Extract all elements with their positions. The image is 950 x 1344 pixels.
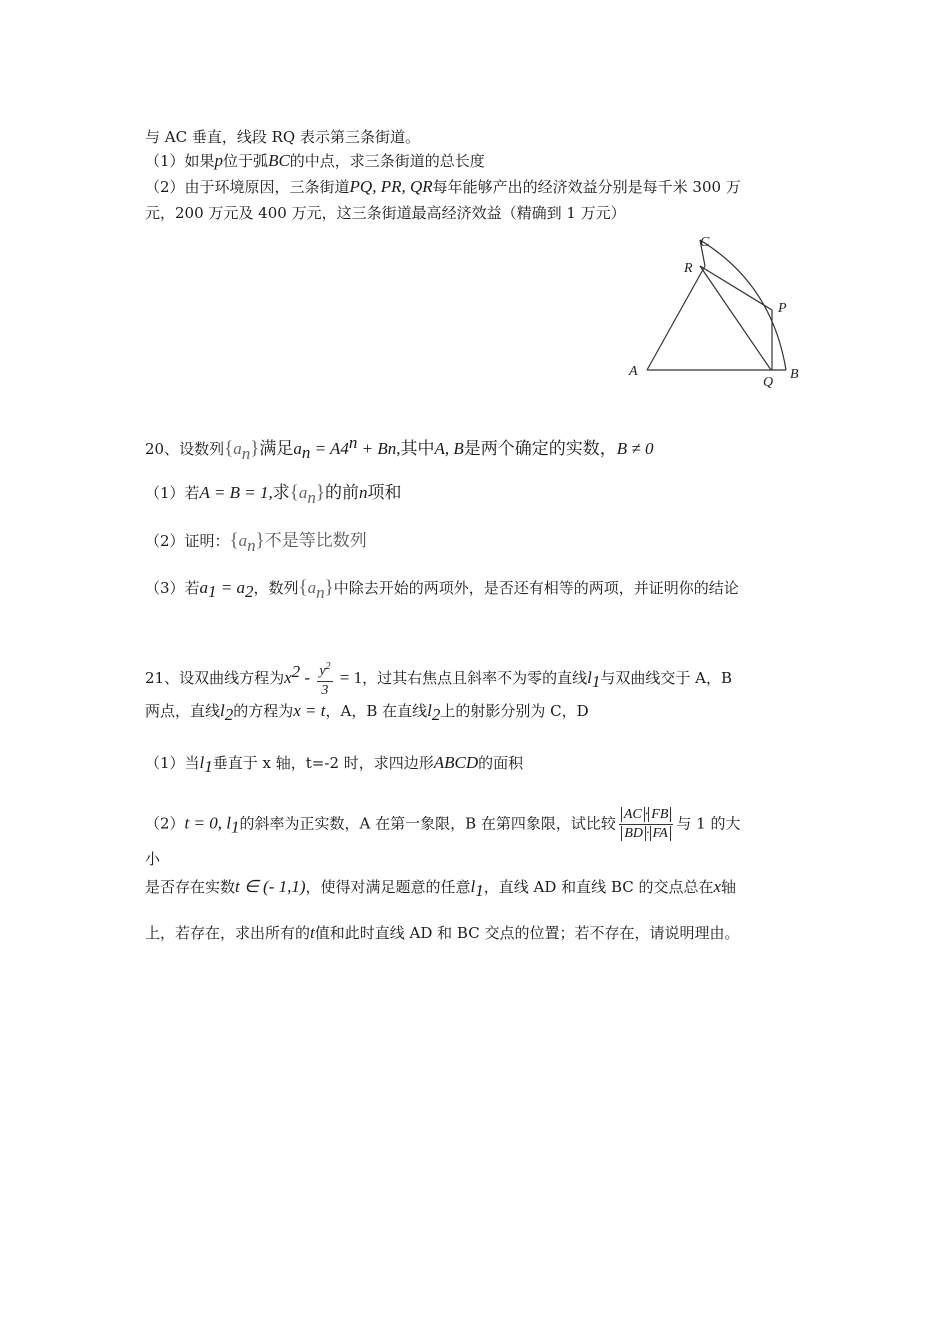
seq-n-3: n xyxy=(247,535,256,555)
l2: l xyxy=(220,701,225,720)
l1-sub: 1 xyxy=(591,671,601,691)
x-sup: 2 xyxy=(291,661,301,681)
q20-part3-text-c: 中除去开始的两项外，是否还有相等的两项，并证明你的结论 xyxy=(333,579,739,597)
q20-part3 xyxy=(145,577,739,604)
l1-b-sub: 1 xyxy=(204,757,213,776)
q20-part1-text-d: 项和 xyxy=(367,483,402,503)
q19-part2-label: （2）由于环境原因，三条街道 xyxy=(145,178,350,196)
x-axis: x xyxy=(713,877,722,896)
formula-lhs-sub: n xyxy=(301,443,311,462)
y-sup: 2 xyxy=(325,661,331,672)
q21-part1-text-c: 的面积 xyxy=(478,754,524,772)
point-p: p xyxy=(214,151,224,170)
l1-d: l xyxy=(470,877,476,896)
seq-a: a xyxy=(233,439,242,458)
q21-line2-text-c: ，A，B 在直线 xyxy=(325,702,428,720)
q19-part2-text-line2: 元，200 万元及 400 万元，这三条街道最高经济效益（精确到 1 万元） xyxy=(145,204,626,222)
abs-fb: FB xyxy=(648,807,671,822)
seq-n-4: n xyxy=(316,582,325,602)
l2-b: l xyxy=(427,701,432,720)
label-b: B xyxy=(790,367,799,382)
seq-a-2: a xyxy=(298,483,308,502)
label-q: Q xyxy=(763,375,774,390)
q21-part3-text-d: 轴 xyxy=(721,878,737,896)
eq-one: = 1 xyxy=(335,667,363,687)
q21-part3-line2 xyxy=(145,922,739,944)
y-var: y xyxy=(319,663,326,679)
segment-ar xyxy=(647,266,705,370)
seq-an-3: $\{a_n\}$ xyxy=(229,530,265,555)
q19-line1-text: 与 AC 垂直，线段 RQ 表示第三条街道。 xyxy=(145,128,420,146)
abs-bd: BD xyxy=(621,826,646,841)
minus: - xyxy=(300,667,315,687)
q20-part1 xyxy=(145,482,401,509)
label-p: P xyxy=(778,301,787,316)
q21-line2-text-b: 的方程为 xyxy=(233,702,294,720)
seq-a-4: a xyxy=(307,578,317,597)
q21-part3-line2-text-a: 上，若存在，求出所有的 xyxy=(145,924,311,942)
q19-part2 xyxy=(145,176,741,198)
street-qr xyxy=(700,266,771,370)
y2-over-3 xyxy=(317,658,332,700)
seq-n-2: n xyxy=(307,487,316,507)
q19-part1-text-b: 位于弧 xyxy=(223,152,269,170)
t-var: t xyxy=(310,923,315,942)
q20-part1-text-c: 的前 xyxy=(324,483,359,503)
q19-line1 xyxy=(145,126,420,148)
q20-part2 xyxy=(145,530,367,557)
q21-part2-text-c: 与 1 的大 xyxy=(676,814,741,833)
q21-part1-label: （1）当 xyxy=(145,754,200,772)
q19-part2-line2 xyxy=(145,202,626,224)
seq-an: $\{a_n\}$ xyxy=(224,438,260,463)
b-not-zero: B ≠ 0 xyxy=(616,439,654,458)
q21-label: 21、设双曲线方程为 xyxy=(145,668,285,687)
street-pr xyxy=(700,266,772,310)
q21-line2 xyxy=(145,700,589,726)
q21-part3-text-c: ，直线 AD 和直线 BC 的交点总在 xyxy=(483,878,714,896)
abs-ac: AC xyxy=(621,807,645,822)
seq-an-4: $\{a_n\}$ xyxy=(298,577,334,602)
q21-part3-text-a: 是否存在实数 xyxy=(145,878,236,896)
seq-n: n xyxy=(241,443,251,463)
cond-a2-sub: 2 xyxy=(245,582,254,601)
q20-part3-text-b: ，数列 xyxy=(253,579,299,597)
q20-label: 20、设数列 xyxy=(145,440,225,458)
q19-part1-label: （1）如果 xyxy=(145,152,215,170)
cond-a1-sub: 1 xyxy=(208,582,217,601)
l1-c-sub: 1 xyxy=(230,817,240,837)
cond-eq: = a xyxy=(216,578,246,597)
q21-part3 xyxy=(145,876,736,902)
t-range: t ∈ (- 1,1) xyxy=(235,877,306,896)
abs-fa: FA xyxy=(650,826,671,841)
q21-intro xyxy=(145,658,732,700)
q21-text-c: 与双曲线交于 A，B xyxy=(600,668,732,687)
q20-part1-text-b: 求 xyxy=(272,483,290,503)
label-a: A xyxy=(629,364,638,379)
q20-part1-label: （1）若 xyxy=(145,484,200,502)
q21-line2-text-a: 两点，直线 xyxy=(145,702,221,720)
label-r: R xyxy=(684,261,693,276)
q20-intro xyxy=(145,432,654,465)
q20-part1-cond: A = B = 1, xyxy=(199,483,273,502)
formula-rest: + Bn, xyxy=(357,439,401,458)
geometry-figure xyxy=(622,232,812,394)
q20-part2-text: 不是等比数列 xyxy=(264,531,367,551)
l1-b: l xyxy=(199,753,205,772)
abcd: ABCD xyxy=(433,753,479,772)
q20-part3-label: （3）若 xyxy=(145,579,200,597)
seq-a-3: a xyxy=(238,531,248,550)
q19-part1 xyxy=(145,150,485,172)
label-c: C xyxy=(700,235,710,250)
q21-part3-line2-text-b: 值和此时直线 AD 和 BC 交点的位置；若不存在，请说明理由。 xyxy=(314,924,740,942)
q20-part1-n: n xyxy=(358,483,368,502)
x-eq-t: x = t xyxy=(293,701,326,720)
ratio-fraction: $\frac{AC \cdot FB}{BD \cdot FA}$ xyxy=(619,806,674,843)
q21-part1 xyxy=(145,752,523,778)
l1: l xyxy=(587,667,592,687)
formula-sup: n xyxy=(348,433,358,452)
q21-line2-text-d: 上的射影分别为 C，D xyxy=(440,702,589,720)
q21-part2-text-b: 的斜率为正实数，A 在第一象限，B 在第四象限，试比较 xyxy=(239,814,616,833)
q19-part2-text-b: 每年能够产出的经济效益分别是每千米 300 万 xyxy=(432,178,741,196)
q20-text-c: 其中 xyxy=(400,439,435,459)
formula-eq: = A4 xyxy=(310,439,349,458)
q21-part2-label: （2） xyxy=(145,814,185,833)
q20-text-b: 满足 xyxy=(259,439,294,459)
streets: PQ, PR, QR xyxy=(349,177,433,196)
ab: A, B xyxy=(434,439,464,458)
q20-text-d: 是两个确定的实数， xyxy=(463,439,617,459)
l2-sub: 2 xyxy=(224,705,234,724)
q21-part2 xyxy=(145,806,740,843)
q21-part2-text-d: 小 xyxy=(145,850,161,868)
arc-bc-shape xyxy=(700,240,786,370)
formula-lhs: a xyxy=(293,439,302,458)
q21-part2-line2 xyxy=(145,848,160,870)
cond-a1: a xyxy=(199,578,209,597)
l1-d-sub: 1 xyxy=(475,881,484,900)
x-var: x xyxy=(284,667,292,687)
q19-part1-text-c: 的中点，求三条街道的总长度 xyxy=(289,152,485,170)
q21-part1-text-b: 垂直于 x 轴，t=-2 时，求四边形 xyxy=(212,754,434,772)
l2-b-sub: 2 xyxy=(431,705,441,724)
q20-part2-label: （2）证明： xyxy=(145,532,230,550)
q21-text-b: ，过其右焦点且斜率不为零的直线 xyxy=(362,668,588,687)
t-zero-l1: t = 0, l xyxy=(184,813,231,833)
arc-bc: BC xyxy=(268,151,290,170)
q21-part3-text-b: ，使得对满足题意的任意 xyxy=(305,878,471,896)
seq-an-2: $\{a_n\}$ xyxy=(289,482,325,507)
frac-den: 3 xyxy=(321,682,329,698)
